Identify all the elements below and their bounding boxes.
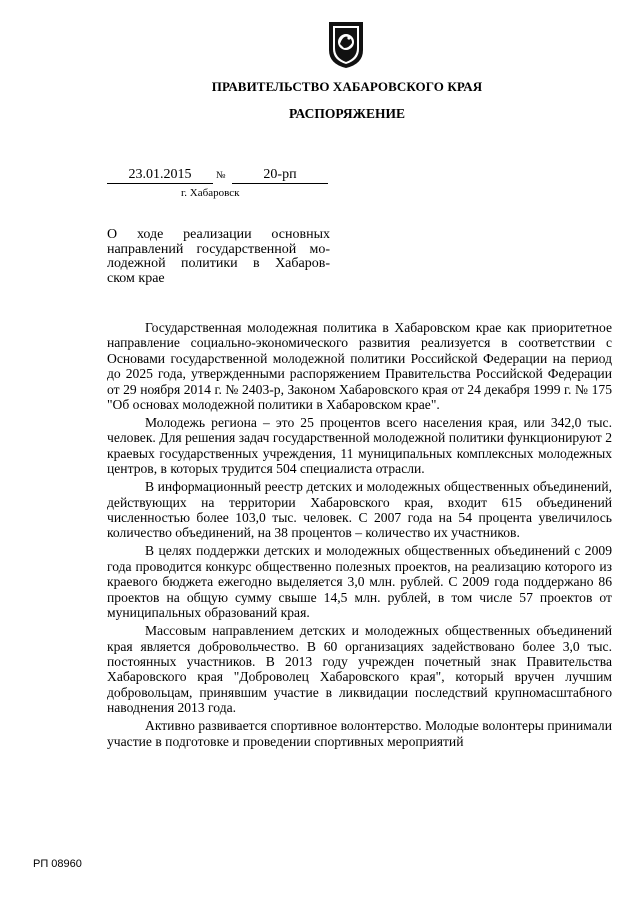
document-date: 23.01.2015	[107, 166, 213, 184]
city-label: г. Хабаровск	[181, 187, 240, 199]
number-sign: №	[216, 170, 226, 181]
coat-of-arms-emblem-icon	[327, 20, 365, 70]
subject-line: ском крае	[107, 270, 165, 286]
document-number: 20-рп	[232, 166, 328, 184]
body-paragraph: Массовым направлением детских и молодежных общественных объединений края является добровольчество. В 60 организациях задействовано более 3,0 тыс. постоянных участников. В 2013 году учрежден почетный знак Правительства Хабаровского края "Доброволец Хабаровского края", который вручен лучшим добровольцам, принявшим участие в ликвидации последствий крупномасштабного наводнения 2013 года.	[107, 623, 612, 716]
government-title: ПРАВИТЕЛЬСТВО ХАБАРОВСКОГО КРАЯ	[211, 79, 483, 94]
subject-line: направлений государственной мо-	[107, 241, 330, 257]
body-paragraph: В информационный реестр детских и молодежных общественных объединений, действующих на территории Хабаровского края, входит 615 объединений численностью более 103,0 тыс. человек. С 2007 года на 54 процента увеличилось количество объединений, на 38 процентов – количество их участников.	[107, 479, 612, 541]
subject-line: лодежной политики в Хабаров-	[107, 256, 330, 271]
body-paragraph: Активно развивается спортивное волонтерство. Молодые волонтеры принимали участие в подготовке и проведении спортивных мероприятий	[107, 718, 612, 749]
document-body	[107, 320, 612, 752]
document-code: РП 08960	[33, 858, 82, 870]
subject-line: О ходе реализации основных	[107, 227, 330, 242]
body-paragraph: Молодежь региона – это 25 процентов всего населения края, или 342,0 тыс. человек. Для решения задач государственной молодежной политики функционируют 2 краевых государственных учреждения, 11 муниципальных комплексных молодежных центров, в которых трудится 504 специалиста отрасли.	[107, 415, 612, 477]
document-subject	[107, 228, 330, 286]
body-paragraph: В целях поддержки детских и молодежных общественных объединений с 2009 года проводится конкурс общественно полезных проектов, на реализацию которого из краевого бюджета ежегодно выделяется 3,0 млн. рублей. С 2009 года поддержано 86 проектов на общую сумму свыше 14,5 млн. рублей, в том числе 57 проектов от муниципальных образований края.	[107, 543, 612, 621]
body-paragraph: Государственная молодежная политика в Хабаровском крае как приоритетное направление социально-экономического развития реализуется в соответствии с Основами государственной молодежной политики Российской Федерации на период до 2025 года, утвержденными распоряжением Правительства Российской Федерации от 29 ноября 2014 г. № 2403-р, Законом Хабаровского края от 24 декабря 1999 г. № 175 "Об основах молодежной политики в Хабаровском крае".	[107, 320, 612, 413]
document-type: РАСПОРЯЖЕНИЕ	[288, 106, 406, 121]
